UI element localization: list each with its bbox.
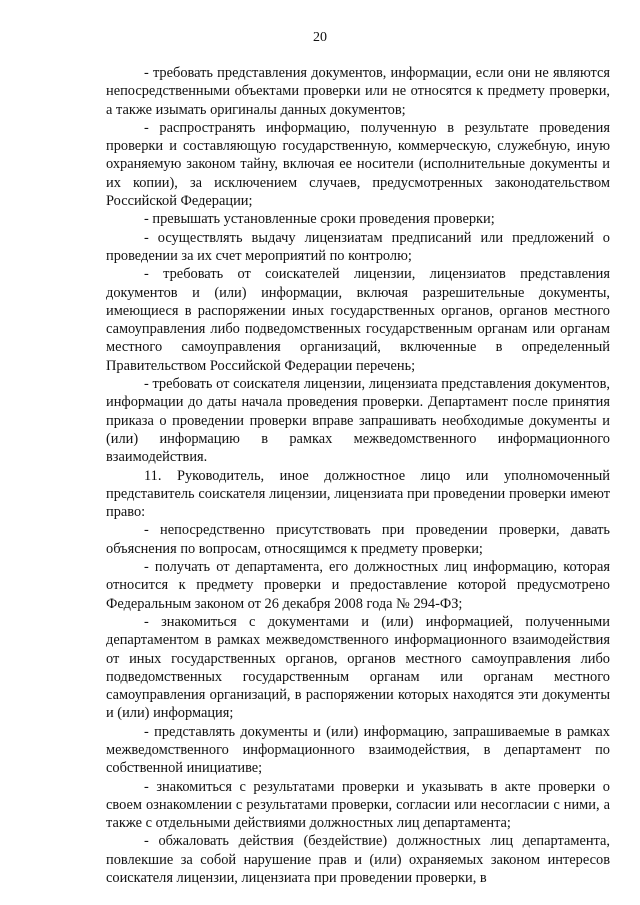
paragraph: - требовать от соискателя лицензии, лицензиата представления документов, информации до даты начала проведения проверки. Департамент после принятия приказа о проведении проверки вправе запрашивать необходимые документы и (или) информацию в рамках межведомственного информационного взаимодействия.	[106, 376, 610, 466]
paragraph: - знакомиться с результатами проверки и указывать в акте проверки о своем ознакомлении с результатами проверки, согласии или несогласии с ними, а также с отдельными действиями должностных лиц департамента;	[106, 778, 610, 832]
paragraph: - превышать установленные сроки проведения проверки;	[144, 211, 495, 228]
paragraph: - распространять информацию, полученную в результате проведения проверки и составляющую государственную, коммерческую, служебную, иную охраняемую законом тайну, включая ее носители (исполнительные документы и их копии), за исключением случаев, предусмотренных законодательством Российской Федерации;	[106, 119, 610, 210]
paragraph: - осуществлять выдачу лицензиатам предписаний или предложений о проведении за их счет мероприятий по контролю;	[106, 229, 610, 264]
paragraph: - знакомиться с документами и (или) информацией, полученными департаментом в рамках межведомственного информационного взаимодействия от иных государственных органов, органов местного самоуправления либо подведомственных государственным органам или органам местного самоуправления организаций, в распоряжении которых находятся эти документы и (или) информация;	[106, 613, 610, 722]
paragraph: - требовать представления документов, информации, если они не являются непосредственными объектами проверки или не относятся к предмету проверки, а также изымать оригиналы данных документов;	[106, 65, 610, 118]
paragraph: - представлять документы и (или) информацию, запрашиваемые в рамках межведомственного информационного взаимодействия, в департамент по собственной инициативе;	[106, 723, 610, 777]
body-text	[106, 64, 610, 887]
page-number: 20	[313, 30, 327, 45]
paragraph: 11. Руководитель, иное должностное лицо или уполномоченный представитель соискателя лицензии, лицензиата при проведении проверки имеют право:	[106, 467, 610, 521]
paragraph: - обжаловать действия (бездействие) должностных лиц департамента, повлекшие за собой нарушение прав и (или) охраняемых законом интересов соискателя лицензии, лицензиата при проведении проверки, в	[106, 833, 610, 887]
paragraph: - получать от департамента, его должностных лиц информацию, которая относится к предмету проверки и предоставление которой предусмотрено Федеральным законом от 26 декабря 2008 года № 294-ФЗ;	[106, 559, 610, 612]
paragraph: - непосредственно присутствовать при проведении проверки, давать объяснения по вопросам, относящимся к предмету проверки;	[106, 522, 610, 557]
paragraph: - требовать от соискателей лицензии, лицензиатов представления документов и (или) информации, включая разрешительные документы, имеющиеся в распоряжении иных государственных органов, органов местного самоуправления либо подведомственных государственным органам или органам местного самоуправления организаций, включенные в определенный Правительством Российской Федерации перечень;	[106, 266, 610, 374]
